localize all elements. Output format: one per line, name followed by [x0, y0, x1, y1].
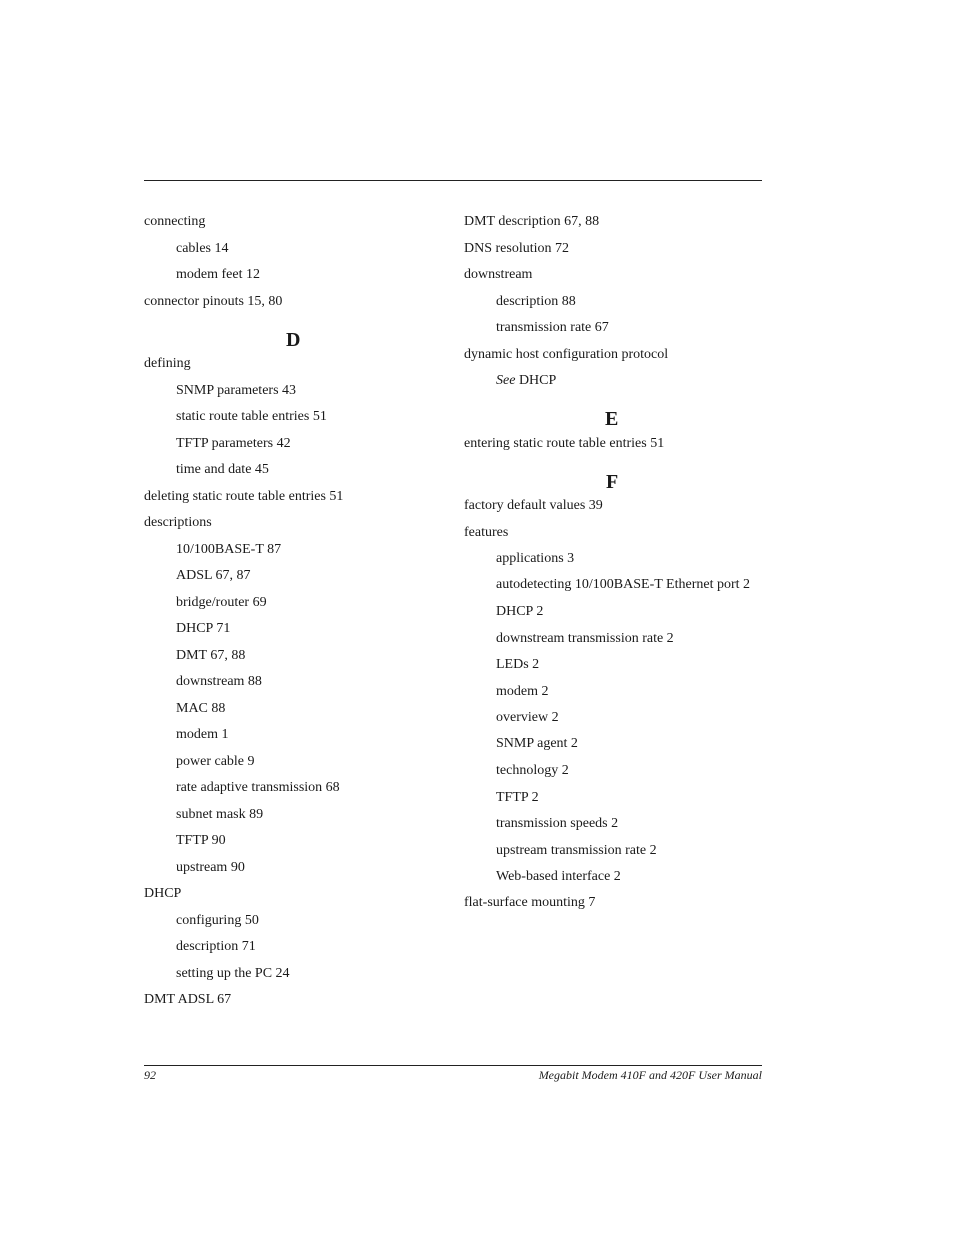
index-subentry: SNMP agent 2: [496, 736, 578, 751]
index-entry: DHCP: [144, 886, 182, 901]
index-subentry: bridge/router 69: [176, 595, 267, 610]
index-subentry: downstream 88: [176, 674, 262, 689]
index-subentry: ADSL 67, 87: [176, 568, 251, 583]
index-subentry: setting up the PC 24: [176, 966, 290, 981]
index-subentry: DHCP 2: [496, 604, 544, 619]
page-number: 92: [144, 1068, 156, 1082]
index-subentry: applications 3: [496, 551, 575, 566]
section-letter-e: E: [605, 408, 619, 430]
see-target: DHCP: [515, 373, 557, 388]
index-entry: connecting: [144, 214, 206, 229]
see-reference: [464, 372, 556, 389]
index-subentry: DHCP 71: [176, 621, 231, 636]
index-subentry: modem 1: [176, 727, 229, 742]
index-subentry: time and date 45: [176, 462, 269, 477]
index-entry: flat-surface mounting 7: [464, 895, 596, 910]
index-entry: dynamic host configuration protocol: [464, 347, 669, 362]
index-subentry: description 88: [496, 294, 576, 309]
index-subentry: upstream transmission rate 2: [496, 843, 657, 858]
footer-rule: [144, 1065, 762, 1066]
index-subentry: cables 14: [176, 241, 229, 256]
index-entry: factory default values 39: [464, 498, 603, 513]
index-subentry: upstream 90: [176, 860, 245, 875]
index-subentry: transmission speeds 2: [496, 816, 619, 831]
manual-title: Megabit Modem 410F and 420F User Manual: [538, 1068, 762, 1082]
index-entry: DMT description 67, 88: [464, 214, 600, 229]
index-entry: descriptions: [144, 515, 212, 530]
index-entry: defining: [144, 356, 191, 371]
index-subentry: overview 2: [496, 710, 559, 725]
index-subentry: TFTP 90: [176, 833, 226, 848]
index-subentry: SNMP parameters 43: [176, 383, 297, 398]
see-word: See: [496, 373, 516, 388]
index-subentry: configuring 50: [176, 913, 259, 928]
index-subentry: modem 2: [496, 684, 549, 699]
index-subentry: DMT 67, 88: [176, 648, 246, 663]
index-entry: downstream: [464, 267, 533, 282]
index-subentry: autodetecting 10/100BASE-T Ethernet port 2: [496, 577, 751, 592]
index-entry: DNS resolution 72: [464, 241, 569, 256]
section-letter-f: F: [606, 471, 619, 493]
index-entry: features: [464, 525, 509, 540]
index-subentry: Web-based interface 2: [496, 869, 621, 884]
index-subentry: modem feet 12: [176, 267, 260, 282]
section-letter-d: D: [286, 329, 301, 351]
index-subentry: TFTP 2: [496, 790, 539, 805]
index-subentry: downstream transmission rate 2: [496, 631, 674, 646]
index-entry: deleting static route table entries 51: [144, 489, 344, 504]
index-subentry: MAC 88: [176, 701, 226, 716]
index-entry: connector pinouts 15, 80: [144, 294, 283, 309]
index-subentry: rate adaptive transmission 68: [176, 780, 340, 795]
index-subentry: subnet mask 89: [176, 807, 264, 822]
index-subentry: transmission rate 67: [496, 320, 609, 335]
index-subentry: description 71: [176, 939, 256, 954]
index-entry: DMT ADSL 67: [144, 992, 232, 1007]
index-subentry: technology 2: [496, 763, 569, 778]
index-subentry: 10/100BASE-T 87: [176, 542, 282, 557]
index-subentry: power cable 9: [176, 754, 255, 769]
index-subentry: TFTP parameters 42: [176, 436, 291, 451]
index-subentry: static route table entries 51: [176, 409, 327, 424]
header-rule: [144, 180, 762, 181]
index-subentry: LEDs 2: [496, 657, 540, 672]
index-entry: entering static route table entries 51: [464, 436, 665, 451]
